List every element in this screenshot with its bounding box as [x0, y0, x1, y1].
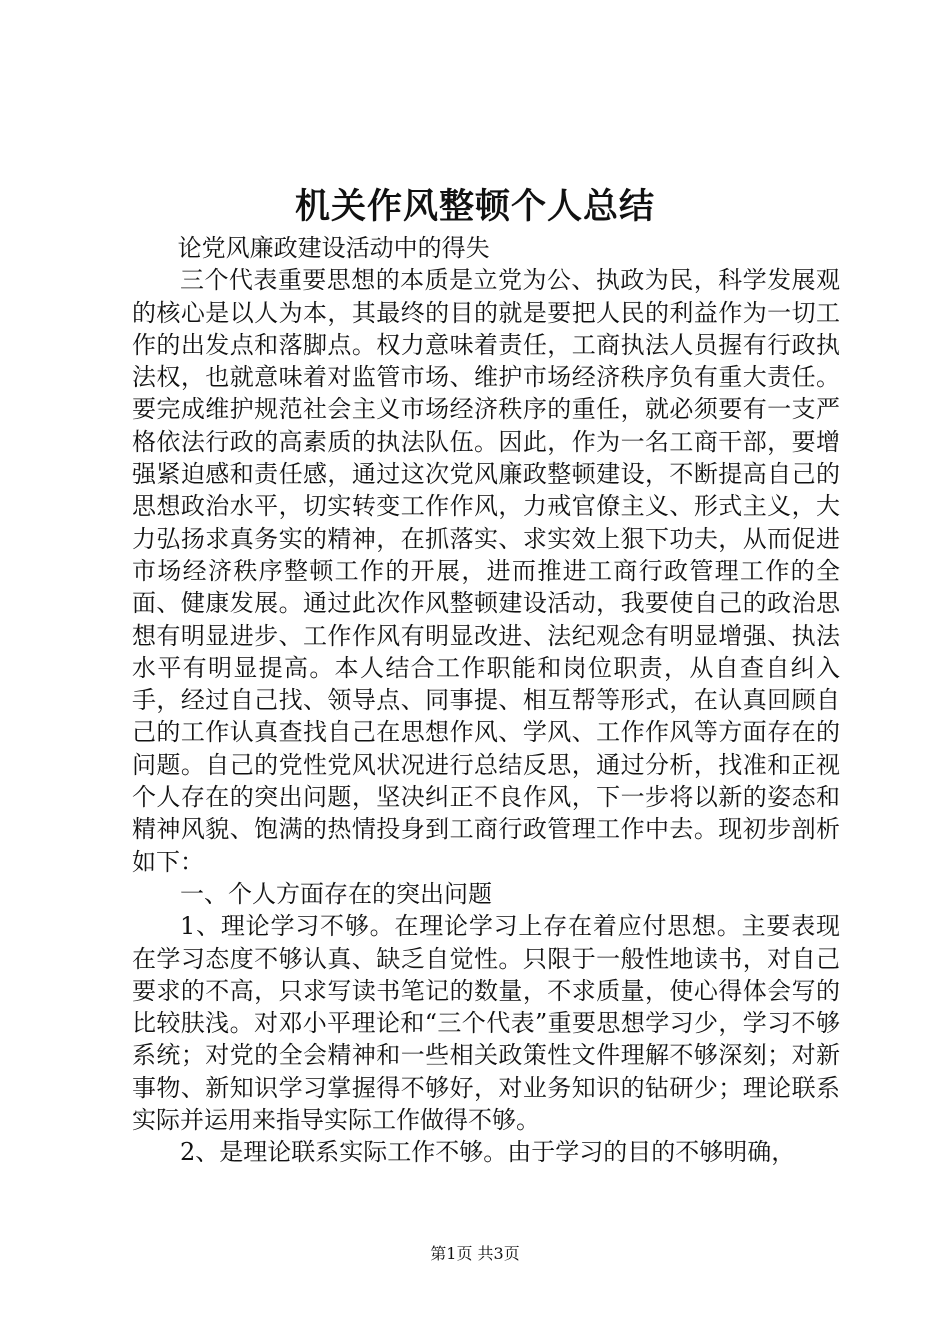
body-paragraph-1: 三个代表重要思想的本质是立党为公、执政为民，科学发展观的核心是以人为本，其最终的目的就是要把人民的利益作为一切工作的出发点和落脚点。权力意味着责任，工商执法人员握有行政执法权，也就意味着对监管市场、维护市场经济秩序负有重大责任。要完成维护规范社会主义市场经济秩序的重任，就必须要有一支严格依法行政的高素质的执法队伍。因此，作为一名工商干部，要增强紧迫感和责任感，通过这次党风廉政整顿建设，不断提高自己的思想政治水平，切实转变工作作风，力戒官僚主义、形式主义，大力弘扬求真务实的精神，在抓落实、求实效上狠下功夫，从而促进市场经济秩序整顿工作的开展，进而推进工商行政管理工作的全面、健康发展。通过此次作风整顿建设活动，我要使自己的政治思想有明显进步、工作作风有明显改进、法纪观念有明显增强、执法水平有明显提高。本人结合工作职能和岗位职责，从自查自纠入手，经过自己找、领导点、同事提、相互帮等形式，在认真回顾自己的工作认真查找自己在思想作风、学风、工作作风等方面存在的问题。自己的党性党风状况进行总结反思，通过分析，找准和正视个人存在的突出问题，坚决纠正不良作风，下一步将以新的姿态和精神风貌、饱满的热情投身到工商行政管理工作中去。现初步剖析如下： [132, 266, 840, 876]
document-subtitle: 论党风廉政建设活动中的得失 [177, 234, 490, 262]
body-paragraph-3: 2、是理论联系实际工作不够。由于学习的目的不够明确， [180, 1138, 796, 1167]
document-body [132, 232, 840, 1169]
page-footer: 第1页 共3页 [430, 1244, 520, 1263]
section-heading: 一、个人方面存在的突出问题 [180, 879, 492, 908]
body-paragraph-2: 1、理论学习不够。在理论学习上存在着应付思想。主要表现在学习态度不够认真、缺乏自觉性。只限于一般性地读书，对自己要求的不高，只求写读书笔记的数量，不求质量，使心得体会写的比较肤浅。对邓小平理论和“三个代表”重要思想学习少，学习不够系统；对党的全会精神和一些相关政策性文件理解不够深刻；对新事物、新知识学习掌握得不够好，对业务知识的钻研少；理论联系实际并运用来指导实际工作做得不够。 [132, 912, 840, 1135]
document-title: 机关作风整顿个人总结 [294, 186, 655, 227]
